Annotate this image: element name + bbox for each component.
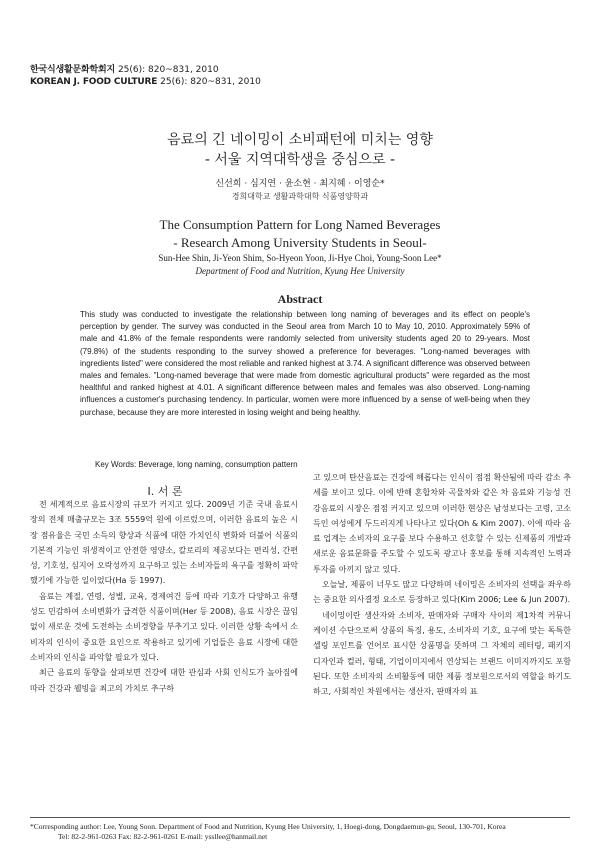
title-ko-line2: - 서울 지역대학생을 중심으로 - (204, 152, 396, 168)
affiliation-en: Department of Food and Nutrition, Kyung Hee University (195, 266, 405, 276)
journal-name-en: KOREAN J. FOOD CULTURE (30, 77, 158, 87)
title-en-line2: - Research Among University Students in Seoul- (173, 235, 427, 250)
footnote-divider (30, 817, 570, 818)
footnote-line1: *Corresponding author: Lee, Young Soon. Department of Food and Nutrition, Kyung Hee University, 1, Hoegi-dong, Dongdaemun-gu, Seoul, 130-701, Korea (30, 822, 506, 831)
footnote (30, 822, 580, 842)
title-en-line1: The Consumption Pattern for Long Named Beverages (159, 217, 441, 232)
body-column-right (313, 470, 571, 699)
journal-citation-en: 25(6): 820~831, 2010 (160, 77, 261, 87)
section-heading: I. 서 론 (147, 485, 183, 498)
body-paragraph: 네이밍이란 생산자와 소비자, 판매자와 구매자 사이의 제1차적 커뮤니케이션 수단으로써 상품의 특징, 용도, 소비자의 기호, 요구에 맞는 독특한 셀링 포인트를 언어로 표시한 상품명을 뜻하며 그 자체의 레터링, 패키지 디자인과 컬러, 형태, 기업이미지에서 연상되는 브랜드 이미지까지도 포함된다. 또한 소비자의 소비활동에 대한 제품 정보원으로서의 역할을 하기도 하고, 사회적인 차원에서는 생산자, 판매자의 표 (313, 610, 571, 697)
title-ko-line1: 음료의 긴 네이밍이 소비패턴에 미치는 영향 (167, 132, 433, 148)
abstract-heading: Abstract (277, 292, 323, 306)
body-paragraph: 고 있으며 탄산음료는 건강에 해롭다는 인식이 점점 확산됨에 따라 감소 추세를 보이고 있다. 이에 반해 혼합차와 곡물차와 같은 차 음료와 기능성 건강음료의 시장은 점점 커지고 있으며 이러한 현상은 남성보다는 고령, 고소득인 여성에게 두드러지게 나타나고 있다(Oh & Kim 2007). 이에 따라 음료 업계는 소비자의 요구를 보다 수용하고 선호할 수 있는 신제품의 개발과 새로운 음료문화를 주도할 수 있도록 광고나 홍보를 통해 지속적인 노력과 투자를 아끼지 않고 있다. (313, 473, 571, 574)
journal-name-ko: 한국식생활문화학회지 (30, 65, 115, 75)
body-column-left (30, 497, 298, 696)
journal-citation: 25(6): 820~831, 2010 (117, 65, 219, 75)
keywords: Key Words: Beverage, long naming, consumption pattern (95, 460, 298, 469)
abstract-text: This study was conducted to investigate the relationship between long naming of beverages and its effect on people's perception by gender. The survey was conducted in the Seoul area from March 10 to May 10, 2010. Approximately 59% of male and 41.8% of the female respondents were randomly selected from university students aged 20 to 29-years. Most (79.8%) of the students responding to the survey showed a preference for beverages. "Long-named beverages with ingredients listed" were considered the most reliable and ranked highest at 3.74. A significant difference was observed between males and females. "Long-named beverage that were made from domestic agricultural products" were regarded as the most healthful and ranked highest at 4.01. A significant difference between males and females was also observed. Long-naming influences a customer's purchasing tendency. In particular, women were more influenced by a sense of well-being when they purchase, because they are more interested in losing weight and being healthy. (80, 310, 530, 417)
authors-ko: 신선희 · 심지연 · 윤소현 · 최지혜 · 이영순* (215, 179, 385, 189)
body-paragraph: 음료는 계절, 연령, 성별, 교육, 경제여건 등에 따라 기호가 다양하고 유행성도 민감하여 소비변화가 급격한 식품이며(Her 등 2008), 음료 시장은 끊임없이 새로운 것에 도전하는 소비경향을 부추기고 있다. 이러한 상황 속에서 소비자의 인식이 중요한 요인으로 작용하고 있기에 기업들은 음료 시장에 대한 소비자의 인식을 파악할 필요가 있다. (30, 591, 298, 662)
body-paragraph: 최근 음료의 동향을 살펴보면 건강에 대한 관심과 사회 인식도가 높아짐에 따라 건강과 웰빙을 최고의 가치로 추구하 (30, 668, 298, 693)
footnote-line2: Tel: 82-2-961-0263 Fax: 82-2-961-0261 E-mail: yssllee@hanmail.net (58, 832, 268, 841)
title-ko (0, 130, 600, 170)
authors-en: Sun-Hee Shin, Ji-Yeon Shim, So-Hyeon Yoon, Ji-Hye Choi, Young-Soon Lee* (158, 253, 442, 263)
journal-header (30, 64, 261, 88)
body-paragraph: 전 세계적으로 음료시장의 규모가 커지고 있다. 2009년 기준 국내 음료시장의 전체 매출규모는 3조 5559억 원에 이르렀으며, 이러한 음료의 높은 시장 점유율은 국민 소득의 향상과 식품에 대한 가치인식 변화와 더불어 식품의 기본적 기능인 위생적이고 안전한 영양소, 칼로리의 제공보다는 편리성, 간편성, 기호성, 심지어 오락성까지 요구하고 있는 소비자들의 욕구를 정확히 파악했기에 가능한 일이었다(Ha 등 1997). (30, 500, 298, 586)
body-paragraph: 오늘날, 제품이 너무도 많고 다양하며 네이밍은 소비자의 선택을 좌우하는 중요한 의사결정 요소로 등장하고 있다(Kim 2006; Lee & Jun 2007). (313, 580, 571, 605)
affiliation-ko: 경희대학교 생활과학대학 식품영양학과 (231, 192, 369, 201)
title-en (0, 216, 600, 252)
